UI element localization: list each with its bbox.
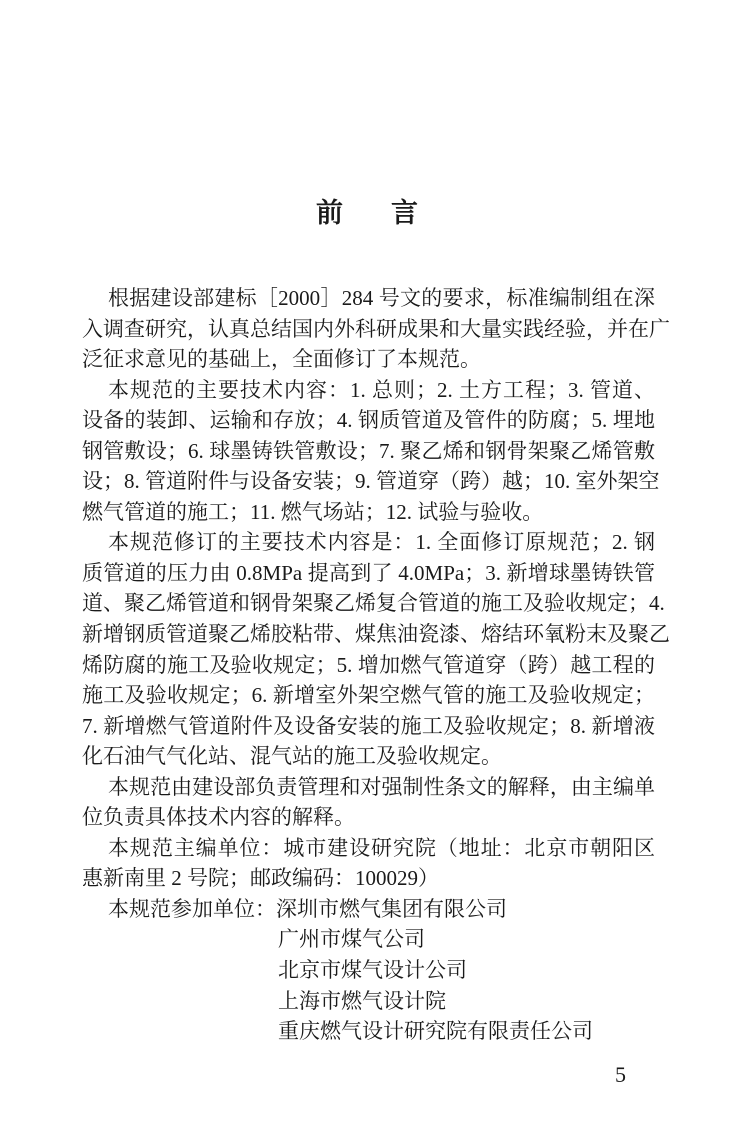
- preface-body: [82, 283, 670, 1047]
- participating-unit-line: 北京市煤气设计公司: [278, 958, 467, 983]
- text-line: 7. 新增燃气管道附件及设备安装的施工及验收规定；8. 新增液: [82, 713, 655, 738]
- text-line: 惠新南里 2 号院；邮政编码：100029）: [82, 866, 439, 891]
- text-line: 道、聚乙烯管道和钢骨架聚乙烯复合管道的施工及验收规定；4.: [82, 591, 665, 616]
- text-line: 根据建设部建标［2000］284 号文的要求，标准编制组在深: [108, 286, 655, 310]
- title-char-1: 前: [316, 198, 343, 228]
- participating-unit-line: 上海市燃气设计院: [278, 988, 446, 1013]
- title-char-2: 言: [391, 198, 418, 228]
- text-line: 钢管敷设；6. 球墨铸铁管敷设；7. 聚乙烯和钢骨架聚乙烯管敷: [82, 438, 655, 463]
- text-line: 本规范由建设部负责管理和对强制性条文的解释，由主编单: [108, 774, 655, 799]
- text-line: 本规范的主要技术内容：1. 总则；2. 土方工程；3. 管道、: [108, 377, 655, 402]
- page-title: [0, 195, 731, 235]
- text-line: 烯防腐的施工及验收规定；5. 增加燃气管道穿（跨）越工程的: [82, 652, 655, 677]
- text-line: 设；8. 管道附件与设备安装；9. 管道穿（跨）越；10. 室外架空: [82, 469, 660, 494]
- participating-unit-line: 重庆燃气设计研究院有限责任公司: [278, 1019, 593, 1044]
- text-line: 本规范主编单位：城市建设研究院（地址：北京市朝阳区: [108, 835, 655, 860]
- text-line: 泛征求意见的基础上，全面修订了本规范。: [82, 347, 481, 372]
- page-number: 5: [615, 1062, 626, 1087]
- text-line: 化石油气气化站、混气站的施工及验收规定。: [82, 744, 502, 769]
- text-line: 设备的装卸、运输和存放；4. 钢质管道及管件的防腐；5. 埋地: [82, 408, 655, 433]
- text-line: 新增钢质管道聚乙烯胶粘带、煤焦油瓷漆、熔结环氧粉末及聚乙: [82, 622, 670, 647]
- text-line: 质管道的压力由 0.8MPa 提高到了 4.0MPa；3. 新增球墨铸铁管: [82, 560, 655, 585]
- participating-unit-line: 广州市煤气公司: [278, 927, 425, 952]
- text-line: 燃气管道的施工；11. 燃气场站；12. 试验与验收。: [82, 499, 544, 524]
- text-line: 施工及验收规定；6. 新增室外架空燃气管的施工及验收规定；: [82, 683, 655, 708]
- text-line: 本规范修订的主要技术内容是：1. 全面修订原规范；2. 钢: [108, 530, 655, 555]
- text-line: 本规范参加单位：深圳市燃气集团有限公司: [108, 896, 507, 921]
- text-line: 入调查研究，认真总结国内外科研成果和大量实践经验，并在广: [82, 316, 670, 341]
- text-line: 位负责具体技术内容的解释。: [82, 805, 355, 830]
